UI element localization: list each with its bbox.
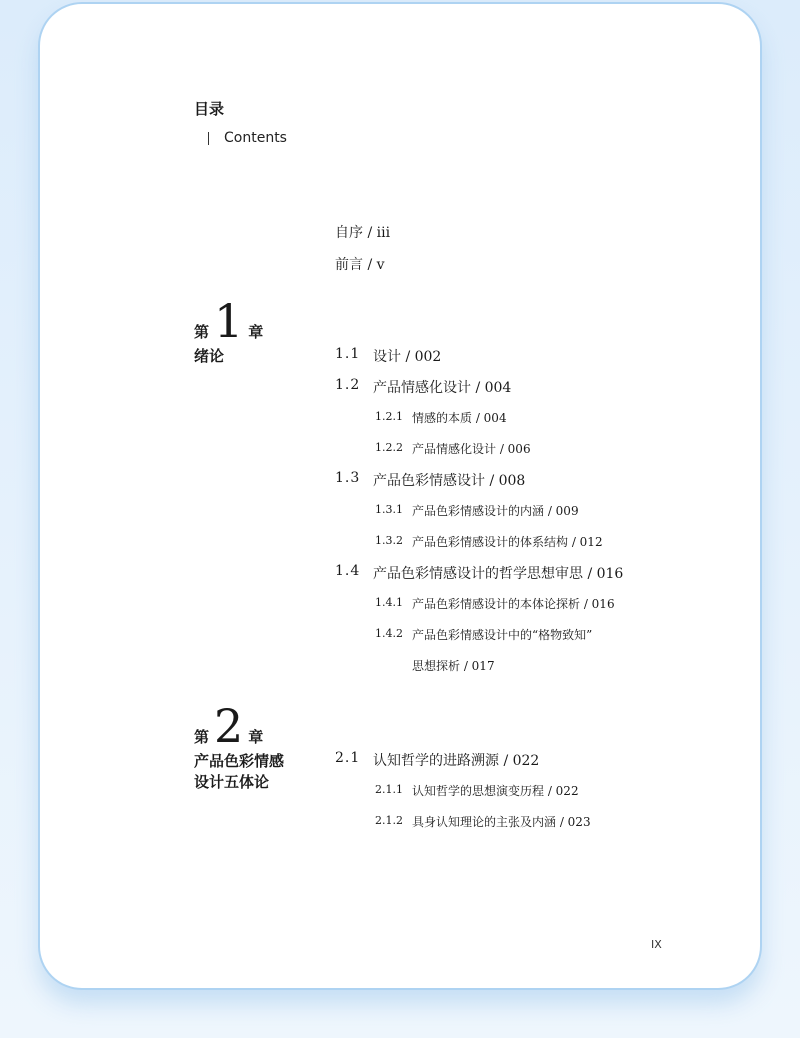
toc-divider bbox=[208, 132, 209, 145]
subsection-number: 1.3.1 bbox=[375, 503, 403, 516]
page-number: IX bbox=[651, 938, 662, 951]
chapter-2-heading bbox=[194, 699, 264, 753]
subsection-title[interactable]: 产品色彩情感设计中的“格物致知” bbox=[412, 628, 593, 642]
chapter-prefix: 第 bbox=[194, 323, 210, 341]
section-number: 2.1 bbox=[335, 750, 361, 766]
subsection-number: 2.1.1 bbox=[375, 783, 403, 796]
chapter-2-name-line2: 设计五体论 bbox=[194, 773, 270, 791]
chapter-suffix: 章 bbox=[248, 728, 264, 746]
chapter-suffix: 章 bbox=[248, 323, 264, 341]
subsection-number: 1.4.2 bbox=[375, 627, 403, 640]
page-card bbox=[38, 2, 762, 990]
section-number: 1.1 bbox=[335, 346, 361, 362]
section-title[interactable]: 产品色彩情感设计 / 008 bbox=[373, 473, 526, 489]
toc-subtitle: Contents bbox=[224, 130, 287, 146]
subsection-number: 1.3.2 bbox=[375, 534, 403, 547]
section-number: 1.3 bbox=[335, 470, 361, 486]
subsection-title[interactable]: 具身认知理论的主张及内涵 / 023 bbox=[412, 815, 591, 829]
front-matter-preface[interactable]: 自序 / iii bbox=[335, 225, 391, 241]
section-title[interactable]: 产品色彩情感设计的哲学思想审思 / 016 bbox=[373, 566, 624, 582]
section-title[interactable]: 设计 / 002 bbox=[373, 349, 442, 365]
subsection-title[interactable]: 产品情感化设计 / 006 bbox=[412, 442, 531, 456]
subsection-title[interactable]: 产品色彩情感设计的体系结构 / 012 bbox=[412, 535, 603, 549]
section-number: 1.2 bbox=[335, 377, 361, 393]
subsection-title[interactable]: 产品色彩情感设计的内涵 / 009 bbox=[412, 504, 579, 518]
chapter-prefix: 第 bbox=[194, 728, 210, 746]
section-number: 1.4 bbox=[335, 563, 361, 579]
front-matter-foreword[interactable]: 前言 / v bbox=[335, 257, 385, 273]
subsection-title[interactable]: 认知哲学的思想演变历程 / 022 bbox=[412, 784, 579, 798]
subsection-number: 1.2.1 bbox=[375, 410, 403, 423]
chapter-1-name: 绪论 bbox=[194, 347, 225, 365]
chapter-number: 2 bbox=[214, 699, 244, 753]
subsection-title[interactable]: 情感的本质 / 004 bbox=[412, 411, 507, 425]
subsection-number: 2.1.2 bbox=[375, 814, 403, 827]
subsection-number: 1.4.1 bbox=[375, 596, 403, 609]
chapter-number: 1 bbox=[214, 294, 244, 348]
subsection-title-continued[interactable]: 思想探析 / 017 bbox=[412, 659, 495, 673]
toc-title: 目录 bbox=[194, 100, 225, 118]
chapter-2-name-line1: 产品色彩情感 bbox=[194, 752, 285, 770]
subsection-number: 1.2.2 bbox=[375, 441, 403, 454]
section-title[interactable]: 产品情感化设计 / 004 bbox=[373, 380, 512, 396]
subsection-title[interactable]: 产品色彩情感设计的本体论探析 / 016 bbox=[412, 597, 615, 611]
section-title[interactable]: 认知哲学的进路溯源 / 022 bbox=[373, 753, 540, 769]
chapter-1-heading bbox=[194, 294, 264, 348]
